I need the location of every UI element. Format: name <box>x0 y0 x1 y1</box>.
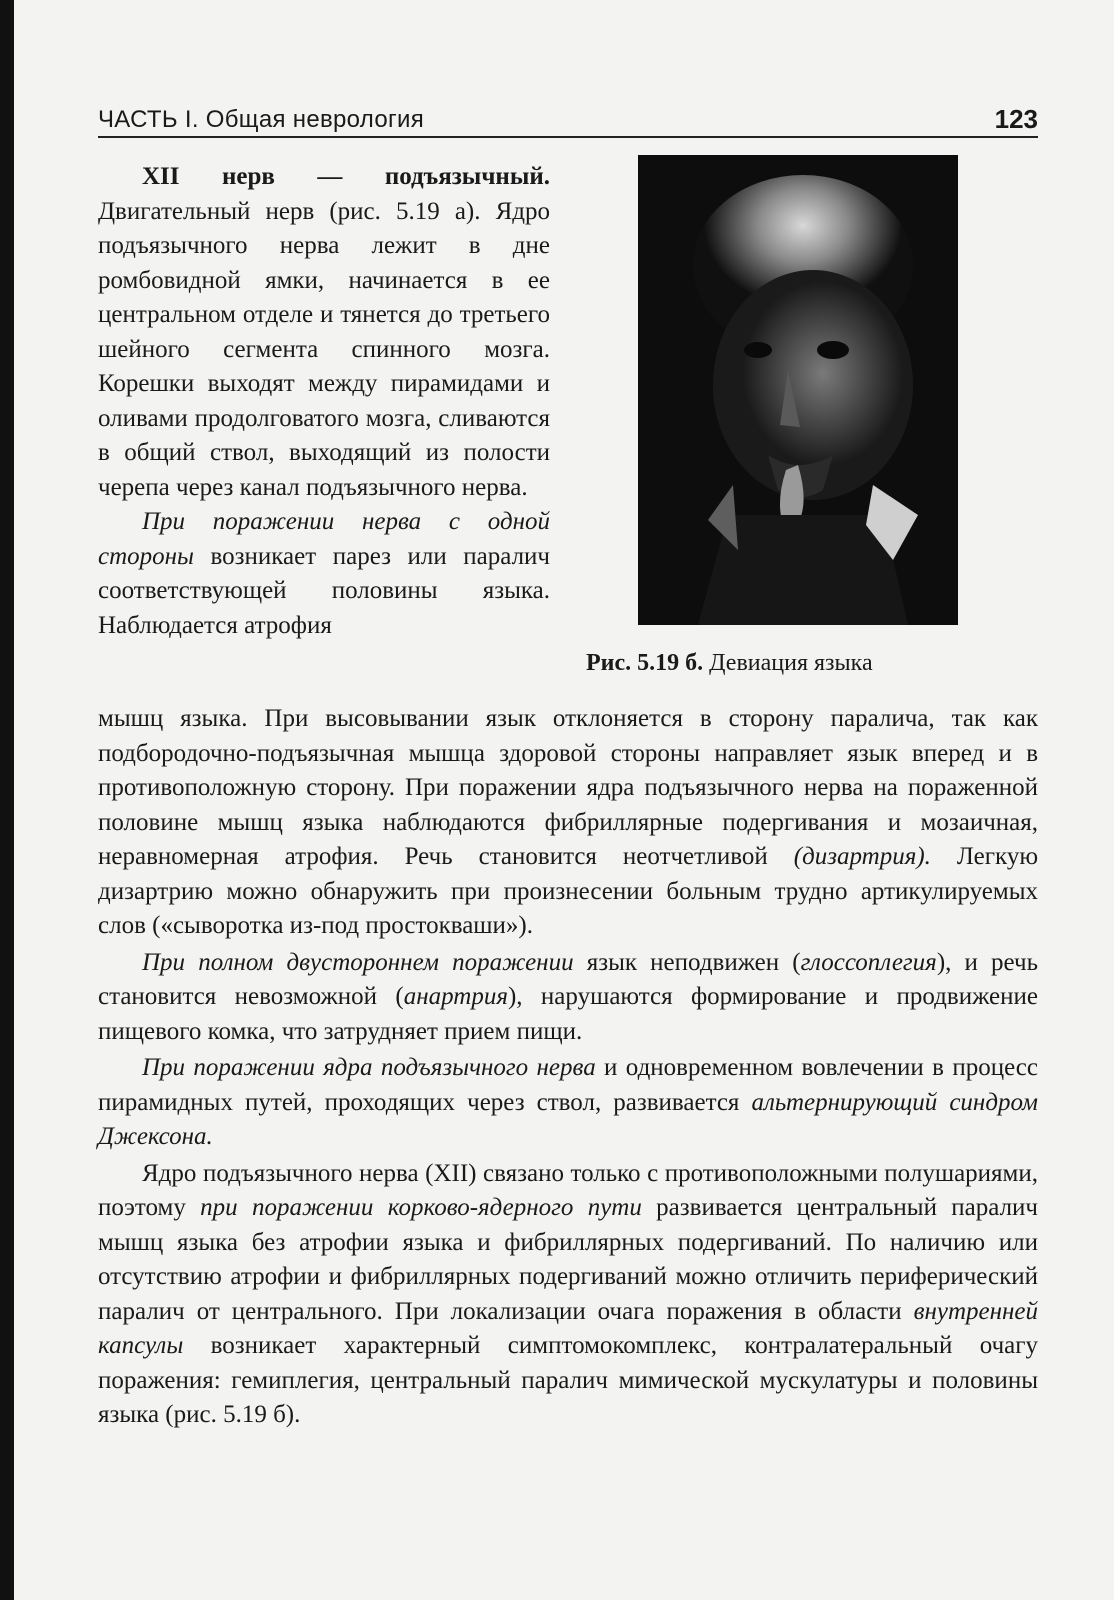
text: возникает характерный симптомокомплекс, контралатеральный очагу поражения: гемиплегия, центральный паралич мимической мускулатуры и половины языка (рис. 5.19 б). <box>98 1332 1038 1428</box>
emphasis: При поражении ядра подъязычного нерва <box>142 1054 596 1081</box>
text: возникает парез или паралич соответствующей половины языка. Наблюдается атрофия <box>98 542 550 639</box>
face-photo-icon <box>638 155 958 625</box>
term: анартрия <box>403 983 508 1010</box>
emphasis: При поражении нерва с одной стороны <box>98 508 550 570</box>
paragraph-bilateral-lesion <box>98 946 1038 1050</box>
text: Легкую дизартрию можно обнаружить при произнесении больным трудно артикулируемых слов («сыворотка из-под простокваши»). <box>98 843 1038 939</box>
text: ), и речь становится невозможной ( <box>98 948 1038 1010</box>
page-number: 123 <box>994 104 1038 134</box>
emphasis: (дизартрия). <box>793 843 931 870</box>
emphasis: при поражении корково-ядерного пути <box>200 1194 642 1221</box>
term: альтернирующий синдром Джексона. <box>98 1088 1038 1150</box>
section-heading: XII нерв — подъязычный. <box>142 163 550 190</box>
page-spine-edge <box>0 0 14 1600</box>
paragraph-jackson-syndrome <box>98 1051 1038 1155</box>
left-column-text <box>98 160 550 643</box>
text: язык неподвижен ( <box>573 948 801 976</box>
caption-text: Девиация языка <box>703 650 873 676</box>
term: глоссоплегия <box>800 948 937 976</box>
emphasis: При полном двустороннем поражении <box>142 948 574 976</box>
caption-label: Рис. 5.19 б. <box>586 650 704 676</box>
figure-5-19b-photo <box>638 155 958 625</box>
paragraph-hypoglossal-intro <box>98 160 550 505</box>
text: и одновременном вовлечении в процесс пирамидных путей, проходящих через ствол, развивается <box>98 1054 1038 1116</box>
figure-caption <box>586 650 1026 677</box>
text: ), нарушаются формирование и продвижение пищевого комка, что затрудняет прием пищи. <box>98 983 1038 1045</box>
running-header <box>98 100 1038 138</box>
paragraph-continuation <box>98 702 1038 944</box>
paragraph-one-side-lesion <box>98 505 550 643</box>
text: Ядро подъязычного нерва (XII) связано только с противоположными полушариями, поэтому <box>98 1159 1038 1221</box>
paragraph-central-paralysis <box>98 1157 1038 1433</box>
text: мышц языка. При высовывании язык отклоняется в сторону паралича, так как подбородочно-подъязычная мышца здоровой стороны направляет язык вперед и в противоположную сторону. При поражении ядра подъязычного нерва на пораженной половине мышц языка наблюдаются фибриллярные подергивания и мозаичная, неравномерная атрофия. Речь становится неотчетливой <box>98 705 1038 870</box>
part-title: ЧАСТЬ I. Общая неврология <box>98 106 425 133</box>
full-width-text <box>98 702 1038 1433</box>
term: внутренней капсулы <box>98 1297 1038 1359</box>
intro-text: Двигательный нерв (рис. 5.19 а). Ядро подъязычного нерва лежит в дне ромбовидной ямки, начинается в ее центральном отделе и тянется до третьего шейного сегмента спинного мозга. Корешки выходят между пирамидами и оливами продолговатого мозга, сливаются в общий ствол, выходящий из полости черепа через канал подъязычного нерва. <box>98 197 550 501</box>
text: развивается центральный паралич мышц языка без атрофии языка и фибриллярных подергиваний. По наличию или отсутствию атрофии и фибриллярных подергиваний можно отличить периферический паралич от центрального. При локализации очага поражения в области <box>98 1194 1039 1325</box>
